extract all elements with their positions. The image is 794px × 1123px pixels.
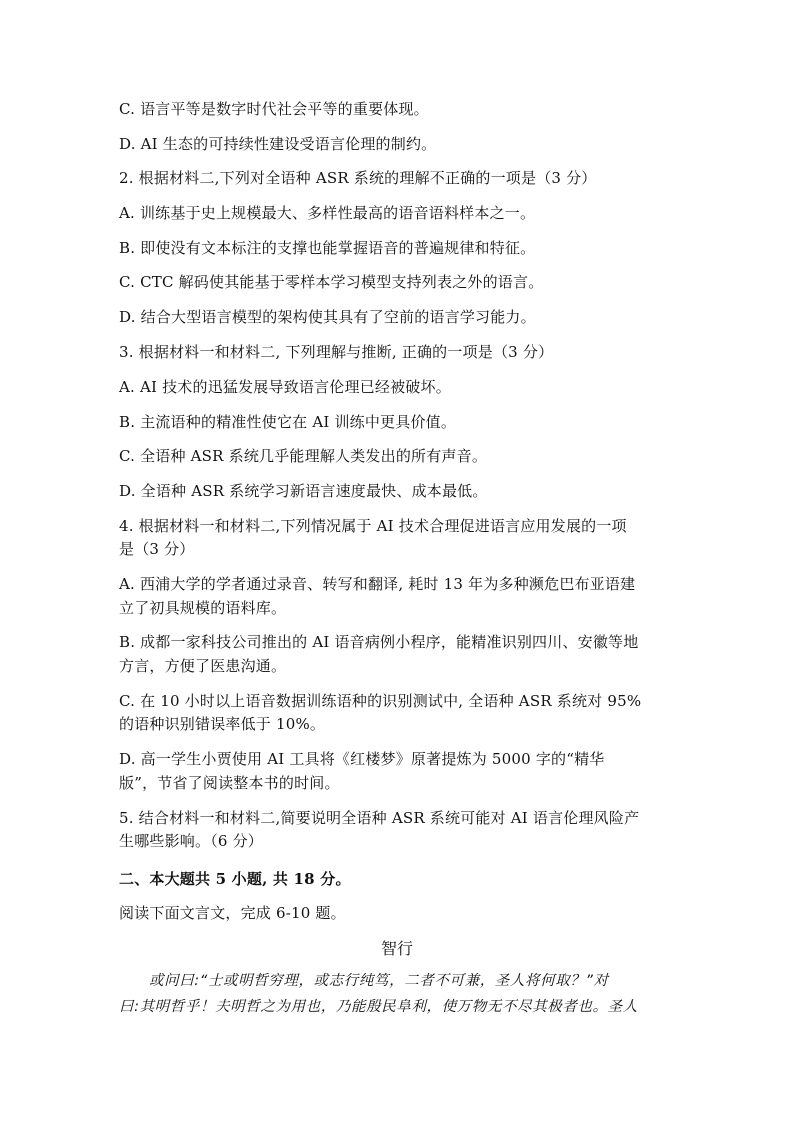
- passage-line2: 曰:其明哲乎！夫明哲之为用也，乃能殷民阜利，使万物无不尽其极者也。圣人: [119, 999, 638, 1015]
- option-4a-line1: A. 西浦大学的学者通过录音、转写和翻译, 耗时 13 年为多种濒危巴布亚语建: [119, 575, 636, 593]
- section-heading: 二、本大题共 5 小题, 共 18 分。: [119, 870, 351, 888]
- question-5-line2: 生哪些影响。（6 分）: [119, 832, 264, 850]
- option-4d-line2: 版”，节省了阅读整本书的时间。: [119, 774, 340, 792]
- option-3c: C. 全语种 ASR 系统几乎能理解人类发出的所有声音。: [119, 447, 488, 465]
- option-2b: B. 即使没有文本标注的支撑也能掌握语音的普遍规律和特征。: [119, 239, 536, 257]
- option-3b: B. 主流语种的精准性使它在 AI 训练中更具价值。: [119, 413, 457, 431]
- option-4c-line2: 的语种识别错误率低于 10%。: [119, 715, 326, 733]
- reading-instruction: 阅读下面文言文，完成 6-10 题。: [119, 904, 346, 922]
- option-4d-line1: D. 高一学生小贾使用 AI 工具将《红楼梦》原著提炼为 5000 字的“精华: [119, 750, 605, 768]
- question-4-line1: 4. 根据材料一和材料二,下列情况属于 AI 技术合理促进语言应用发展的一项: [119, 517, 627, 535]
- option-1d: D. AI 生态的可持续性建设受语言伦理的制约。: [119, 135, 437, 153]
- option-4b-line1: B. 成都一家科技公司推出的 AI 语音病例小程序，能精准识别四川、安徽等地: [119, 633, 639, 651]
- option-2c: C. CTC 解码使其能基于零样本学习模型支持列表之外的语言。: [119, 273, 544, 291]
- passage-title: 智行: [380, 939, 413, 958]
- question-3: 3. 根据材料一和材料二, 下列理解与推断, 正确的一项是（3 分）: [119, 343, 554, 361]
- question-4-line2: 是（3 分）: [119, 540, 195, 558]
- option-4a-line2: 立了初具规模的语料库。: [119, 599, 287, 617]
- option-2d: D. 结合大型语言模型的架构使其具有了空前的语言学习能力。: [119, 308, 536, 326]
- question-5-line1: 5. 结合材料一和材料二,简要说明全语种 ASR 系统可能对 AI 语言伦理风险产: [119, 809, 640, 827]
- question-2: 2. 根据材料二,下列对全语种 ASR 系统的理解不正确的一项是（3 分）: [119, 169, 597, 187]
- option-2a: A. 训练基于史上规模最大、多样性最高的语音语料样本之一。: [119, 204, 536, 222]
- option-3d: D. 全语种 ASR 系统学习新语言速度最快、成本最低。: [119, 482, 488, 500]
- option-4b-line2: 方言，方便了医患沟通。: [119, 657, 287, 675]
- option-4c-line1: C. 在 10 小时以上语音数据训练语种的识别测试中, 全语种 ASR 系统对 95%: [119, 692, 642, 710]
- passage-line1: 或问曰:“士或明哲穷理，或志行纯笃，二者不可兼，圣人将何取？”对: [149, 973, 609, 989]
- option-3a: A. AI 技术的迅猛发展导致语言伦理已经被破坏。: [119, 378, 451, 396]
- option-1c: C. 语言平等是数字时代社会平等的重要体现。: [119, 100, 429, 118]
